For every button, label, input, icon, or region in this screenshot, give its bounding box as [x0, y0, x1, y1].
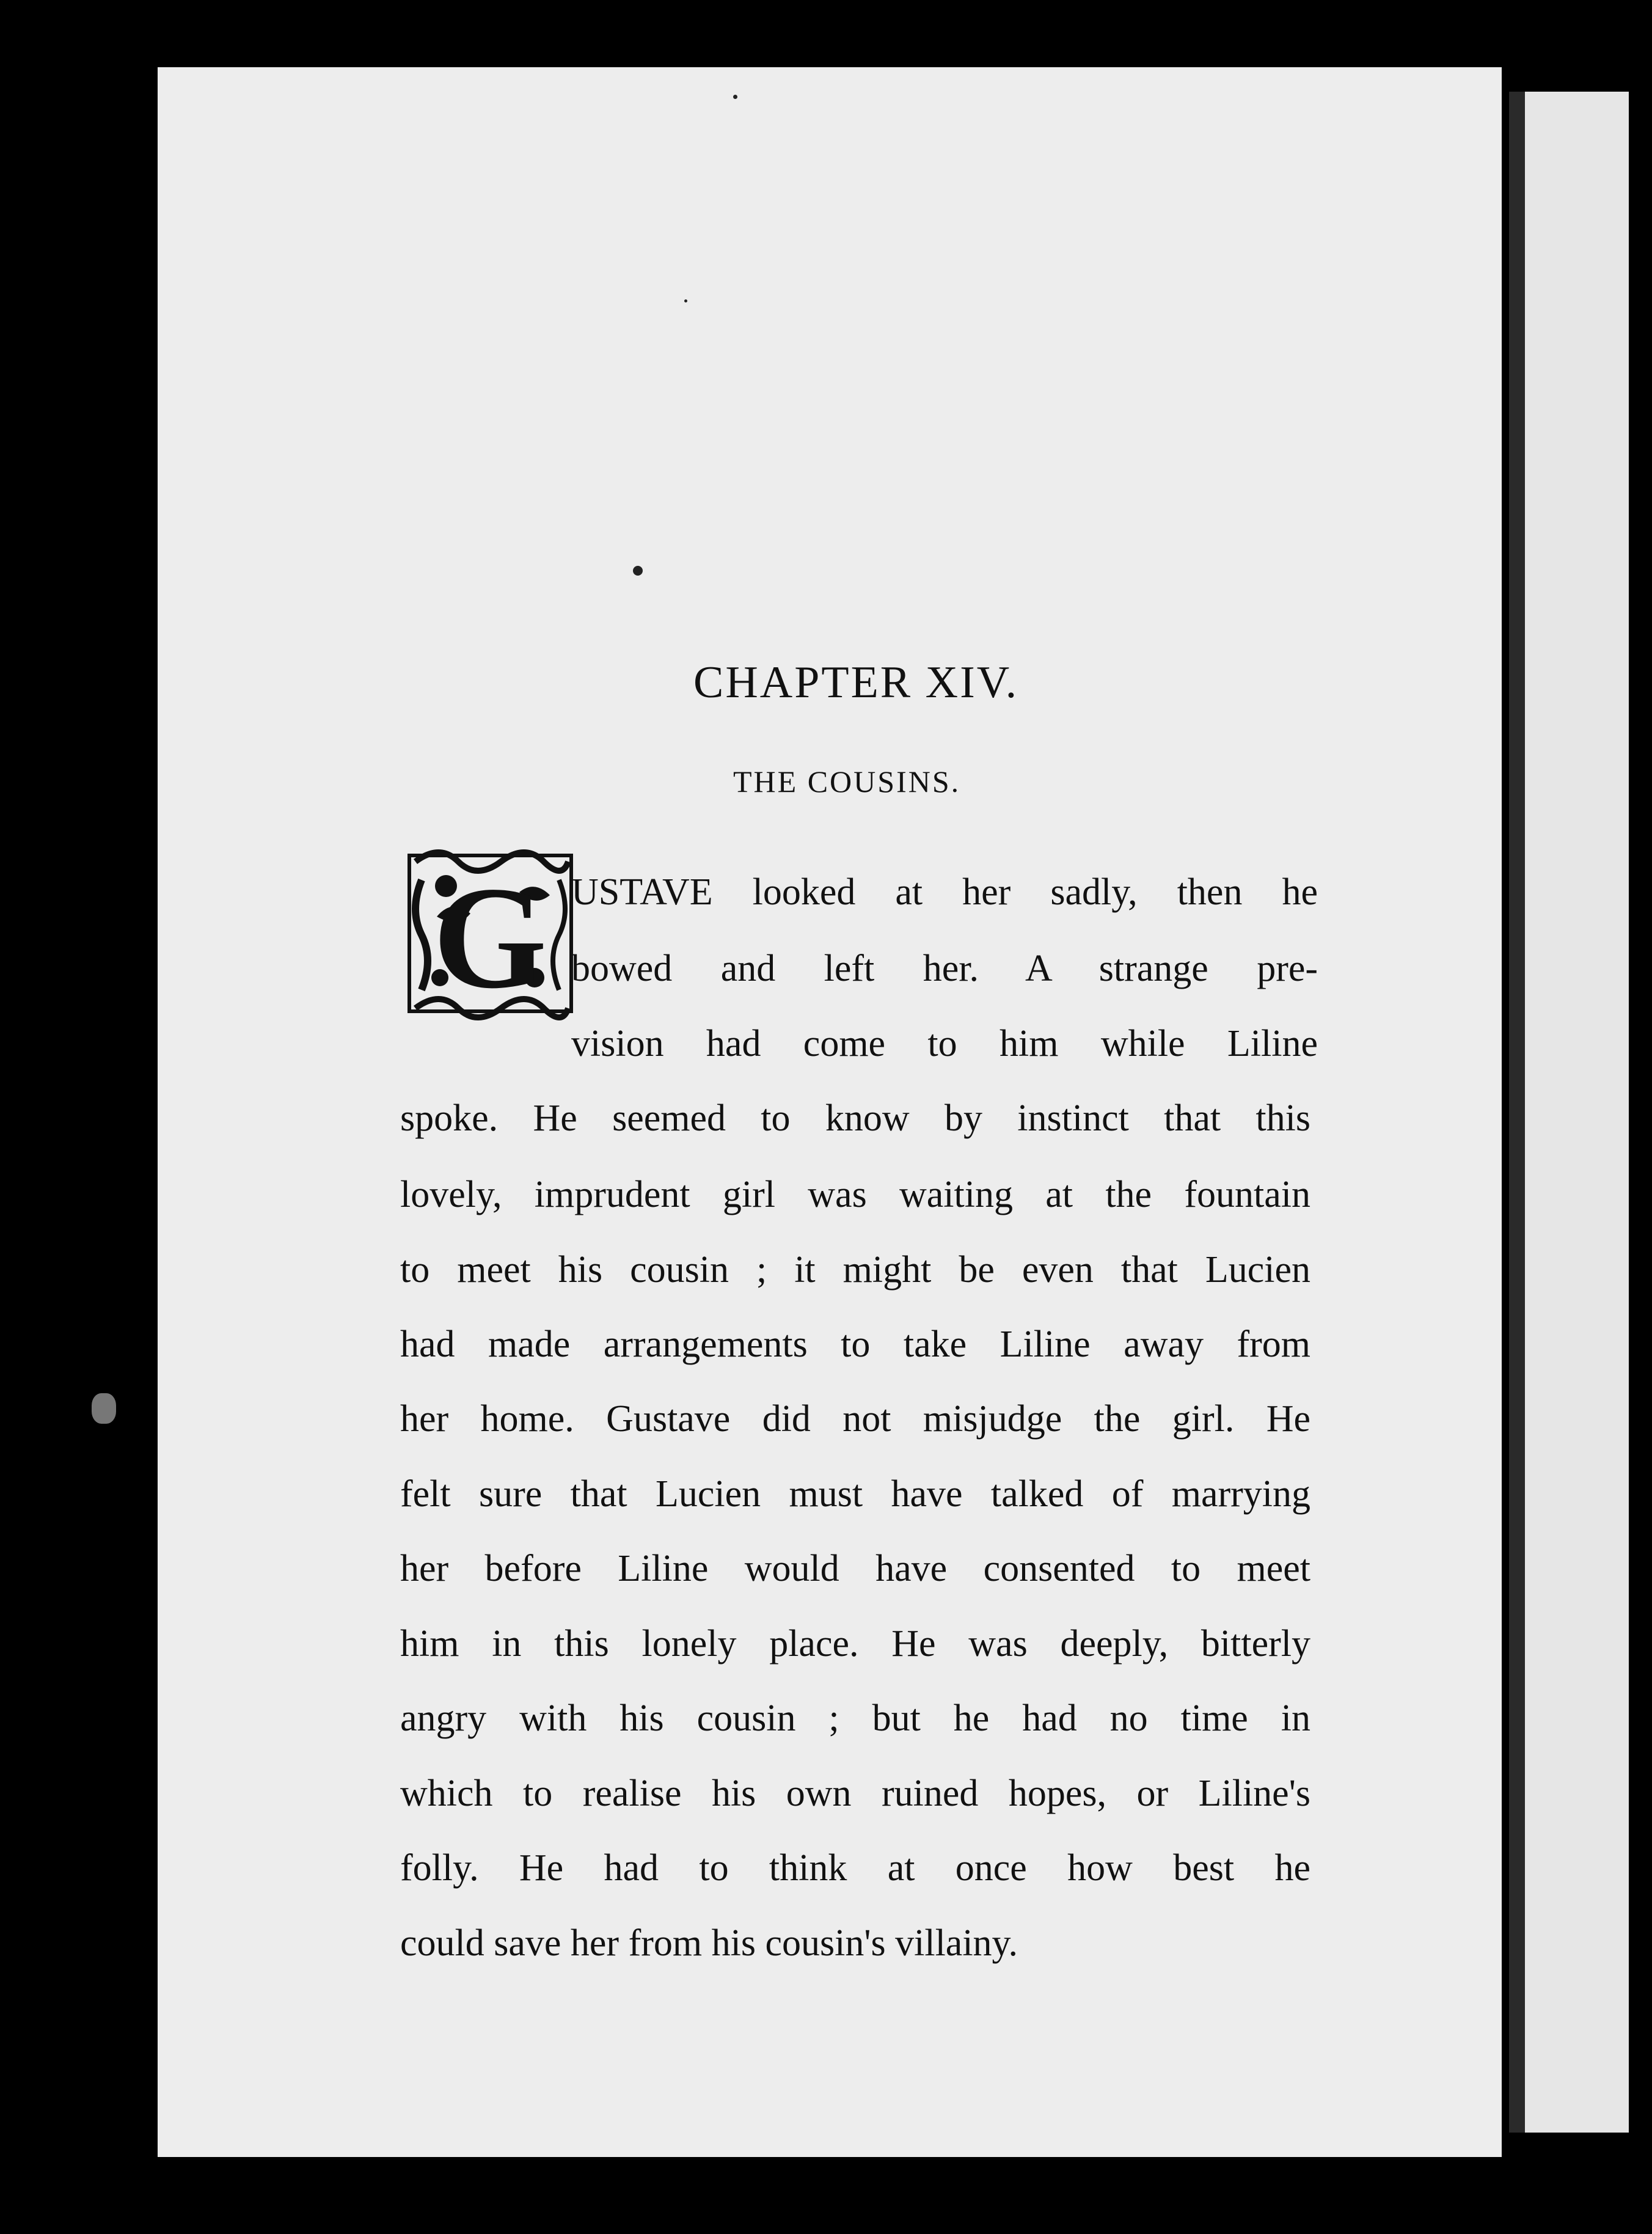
drop-cap-ornament-icon	[403, 837, 577, 1020]
ink-speck	[684, 299, 687, 302]
ink-speck	[92, 1393, 116, 1424]
ink-speck	[733, 95, 737, 99]
text-line: had made arrangements to take Liline away from	[400, 1324, 1310, 1365]
text-line: felt sure that Lucien must have talked of marrying	[400, 1473, 1310, 1515]
text-line: bowed and left her. A strange pre-	[571, 948, 1318, 989]
text-line: vision had come to him while Liline	[571, 1023, 1318, 1064]
text-line: USTAVE looked at her sadly, then he	[571, 871, 1318, 913]
text-line: him in this lonely place. He was deeply, bitterly	[400, 1623, 1310, 1665]
text-line: could save her from his cousin's villainy.	[400, 1922, 1018, 1964]
right-page-edge	[1509, 92, 1629, 2133]
svg-text:G: G	[433, 856, 547, 1019]
text-line: folly. He had to think at once how best he	[400, 1847, 1310, 1889]
text-line: to meet his cousin ; it might be even that Lucien	[400, 1249, 1310, 1291]
text-line: lovely, imprudent girl was waiting at the fountain	[400, 1174, 1310, 1215]
text-line: her before Liline would have consented to meet	[400, 1548, 1310, 1589]
text-line: her home. Gustave did not misjudge the girl. He	[400, 1398, 1310, 1440]
text-line: spoke. He seemed to know by instinct that this	[400, 1097, 1310, 1139]
section-title: THE COUSINS.	[733, 764, 961, 799]
text-line: angry with his cousin ; but he had no time in	[400, 1697, 1310, 1739]
chapter-title: CHAPTER XIV.	[693, 657, 1019, 708]
text-line: which to realise his own ruined hopes, or Liline's	[400, 1773, 1310, 1814]
ink-speck	[633, 566, 643, 576]
